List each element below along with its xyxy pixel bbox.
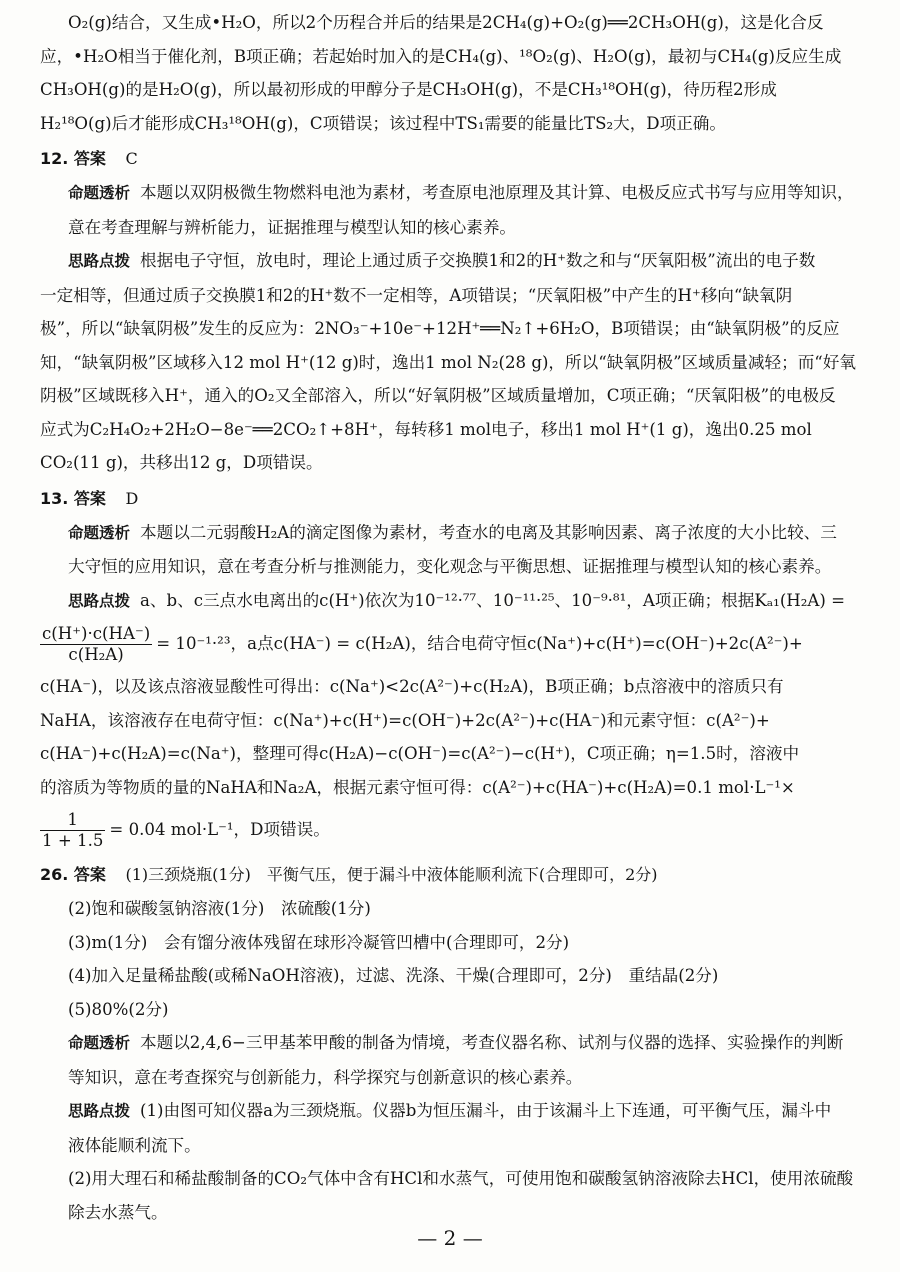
page-content bbox=[40, 6, 872, 1229]
hint-text: = 10⁻¹·²³，a点c(HA⁻) = c(H₂A)，结合电荷守恒c(Na⁺)+c(H⁺)=c(OH⁻)+2c(A²⁻)+ bbox=[156, 634, 803, 653]
fraction-denominator: c(H₂A) bbox=[68, 645, 124, 664]
fraction-numerator: c(H⁺)·c(HA⁻) bbox=[42, 624, 151, 643]
hint-line: 阴极”区域既移入H⁺，通入的O₂又全部溶入，所以“好氧阴极”区域质量增加，C项正确；“厌氧阳极”的电极反 bbox=[40, 386, 836, 405]
hint-line-with-fraction bbox=[40, 618, 872, 670]
hint-line-with-fraction bbox=[40, 804, 872, 856]
hint-line: (2)用大理石和稀盐酸制备的CO₂气体中含有HCl和水蒸气，可使用饱和碳酸氢钠溶液除去HCl，使用浓硫酸 bbox=[68, 1169, 854, 1188]
intent-line bbox=[40, 176, 872, 211]
hint-line bbox=[40, 244, 872, 279]
intent-label: 命题透析 bbox=[68, 184, 131, 202]
answer-line bbox=[40, 142, 872, 176]
hint-line: 知，“缺氧阴极”区域移入12 mol H⁺(12 g)时，逸出1 mol N₂(28 g)，所以“缺氧阴极”区域质量减轻；而“好氧 bbox=[40, 352, 856, 372]
question-26 bbox=[40, 858, 872, 1229]
answer-value: C bbox=[125, 149, 138, 168]
answer-subpart: (5)80%(2分) bbox=[68, 999, 169, 1019]
intent-line: 意在考查理解与辨析能力，证据推理与模型认知的核心素养。 bbox=[68, 217, 517, 237]
hint-line: 应式为C₂H₄O₂+2H₂O−8e⁻══2CO₂↑+8H⁺，每转移1 mol电子，移出1 mol H⁺(1 g)，逸出0.25 mol bbox=[40, 419, 812, 439]
answer-label: 12. 答案 bbox=[40, 149, 106, 168]
hint-line: c(HA⁻)，以及该点溶液显酸性可得出：c(Na⁺)<2c(A²⁻)+c(H₂A)，B项正确；b点溶液中的溶质只有 bbox=[40, 677, 784, 696]
hint-line: CO₂(11 g)，共移出12 g，D项错误。 bbox=[40, 453, 323, 472]
answer-label: 13. 答案 bbox=[40, 488, 106, 508]
text-line: O₂(g)结合，又生成•H₂O，所以2个历程合并后的结果是2CH₄(g)+O₂(g)══2CH₃OH(g)，这是化合反 bbox=[68, 13, 824, 32]
intent-line: 等知识，意在考查探究与创新能力，科学探究与创新意识的核心素养。 bbox=[68, 1067, 583, 1087]
fraction-ka1 bbox=[40, 624, 152, 665]
hint-line: 除去水蒸气。 bbox=[68, 1202, 168, 1222]
hint-line bbox=[40, 584, 872, 619]
hint-label: 思路点拨 bbox=[68, 252, 131, 270]
prev-question-continuation bbox=[40, 6, 872, 140]
fraction-denominator: 1 + 1.5 bbox=[42, 831, 104, 850]
text-line: H₂¹⁸O(g)后才能形成CH₃¹⁸OH(g)，C项错误；该过程中TS₁需要的能量比TS₂大，D项正确。 bbox=[40, 113, 726, 133]
intent-line: 大守恒的应用知识，意在考查分析与推测能力，变化观念与平衡思想、证据推理与模型认知的核心素养。 bbox=[68, 557, 832, 576]
fraction-ratio bbox=[40, 810, 105, 851]
hint-line: 液体能顺利流下。 bbox=[68, 1135, 201, 1155]
intent-label: 命题透析 bbox=[68, 523, 131, 542]
answer-value: D bbox=[125, 488, 139, 508]
hint-label: 思路点拨 bbox=[68, 1102, 131, 1120]
text-line: 应，•H₂O相当于催化剂，B项正确；若起始时加入的是CH₄(g)、¹⁸O₂(g)、H₂O(g)，最初与CH₄(g)反应生成 bbox=[40, 46, 842, 66]
page-number: — 2 — bbox=[417, 1226, 483, 1250]
answer-line bbox=[40, 858, 872, 892]
answer-value: (1)三颈烧瓶(1分) 平衡气压，便于漏斗中液体能顺利流下(合理即可，2分) bbox=[125, 865, 658, 884]
hint-line: c(HA⁻)+c(H₂A)=c(Na⁺)，整理可得c(H₂A)−c(OH⁻)=c(A²⁻)−c(H⁺)，C项正确；η=1.5时，溶液中 bbox=[40, 744, 800, 763]
hint-line: 一定相等，但通过质子交换膜1和2的H⁺数不一定相等，A项错误；“厌氧阳极”中产生的H⁺移向“缺氧阴 bbox=[40, 285, 793, 305]
hint-text: 根据电子守恒，放电时，理论上通过质子交换膜1和2的H⁺数之和与“厌氧阳极”流出的电子数 bbox=[140, 251, 816, 270]
intent-text: 本题以2,4,6−三甲基苯甲酸的制备为情境，考查仪器名称、试剂与仪器的选择、实验操作的判断 bbox=[140, 1033, 844, 1052]
answer-label: 26. 答案 bbox=[40, 865, 106, 884]
hint-label: 思路点拨 bbox=[68, 591, 131, 610]
hint-text: (1)由图可知仪器a为三颈烧瓶。仪器b为恒压漏斗，由于该漏斗上下连通，可平衡气压，漏斗中 bbox=[140, 1101, 832, 1120]
intent-text: 本题以二元弱酸H₂A的滴定图像为素材，考查水的电离及其影响因素、离子浓度的大小比较、三 bbox=[140, 522, 837, 542]
hint-line: NaHA，该溶液存在电荷守恒：c(Na⁺)+c(H⁺)=c(OH⁻)+2c(A²⁻)+c(HA⁻)和元素守恒：c(A²⁻)+ bbox=[40, 710, 770, 730]
question-12 bbox=[40, 142, 872, 480]
hint-text: = 0.04 mol·L⁻¹，D项错误。 bbox=[109, 820, 330, 839]
hint-line: 极”，所以“缺氧阴极”发生的反应为：2NO₃⁻+10e⁻+12H⁺══N₂↑+6H₂O，B项错误；由“缺氧阴极”的反应 bbox=[40, 319, 840, 338]
intent-line bbox=[40, 516, 872, 551]
hint-line: 的溶质为等物质的量的NaHA和Na₂A，根据元素守恒可得：c(A²⁻)+c(HA⁻)+c(H₂A)=0.1 mol·L⁻¹× bbox=[40, 777, 795, 797]
answer-subpart: (3)m(1分) 会有馏分液体残留在球形冷凝管凹槽中(合理即可，2分) bbox=[68, 932, 570, 952]
answer-subpart: (4)加入足量稀盐酸(或稀NaOH溶液)，过滤、洗涤、干燥(合理即可，2分) 重结晶(2分) bbox=[68, 966, 719, 985]
hint-line bbox=[40, 1094, 872, 1129]
intent-label: 命题透析 bbox=[68, 1034, 131, 1052]
question-13 bbox=[40, 482, 872, 857]
text-line: CH₃OH(g)的是H₂O(g)，所以最初形成的甲醇分子是CH₃OH(g)，不是CH₃¹⁸OH(g)，待历程2形成 bbox=[40, 80, 777, 99]
fraction-numerator: 1 bbox=[40, 810, 105, 831]
answer-subpart: (2)饱和碳酸氢钠溶液(1分) 浓硫酸(1分) bbox=[68, 899, 371, 918]
hint-text: a、b、c三点水电离出的c(H⁺)依次为10⁻¹²·⁷⁷、10⁻¹¹·²⁵、10⁻⁹·⁸¹，A项正确；根据Kₐ₁(H₂A) = bbox=[140, 590, 846, 610]
intent-text: 本题以双阴极微生物燃料电池为素材，考查原电池原理及其计算、电极反应式书写与应用等知识， bbox=[140, 183, 854, 202]
intent-line bbox=[40, 1026, 872, 1061]
answer-line bbox=[40, 482, 872, 516]
